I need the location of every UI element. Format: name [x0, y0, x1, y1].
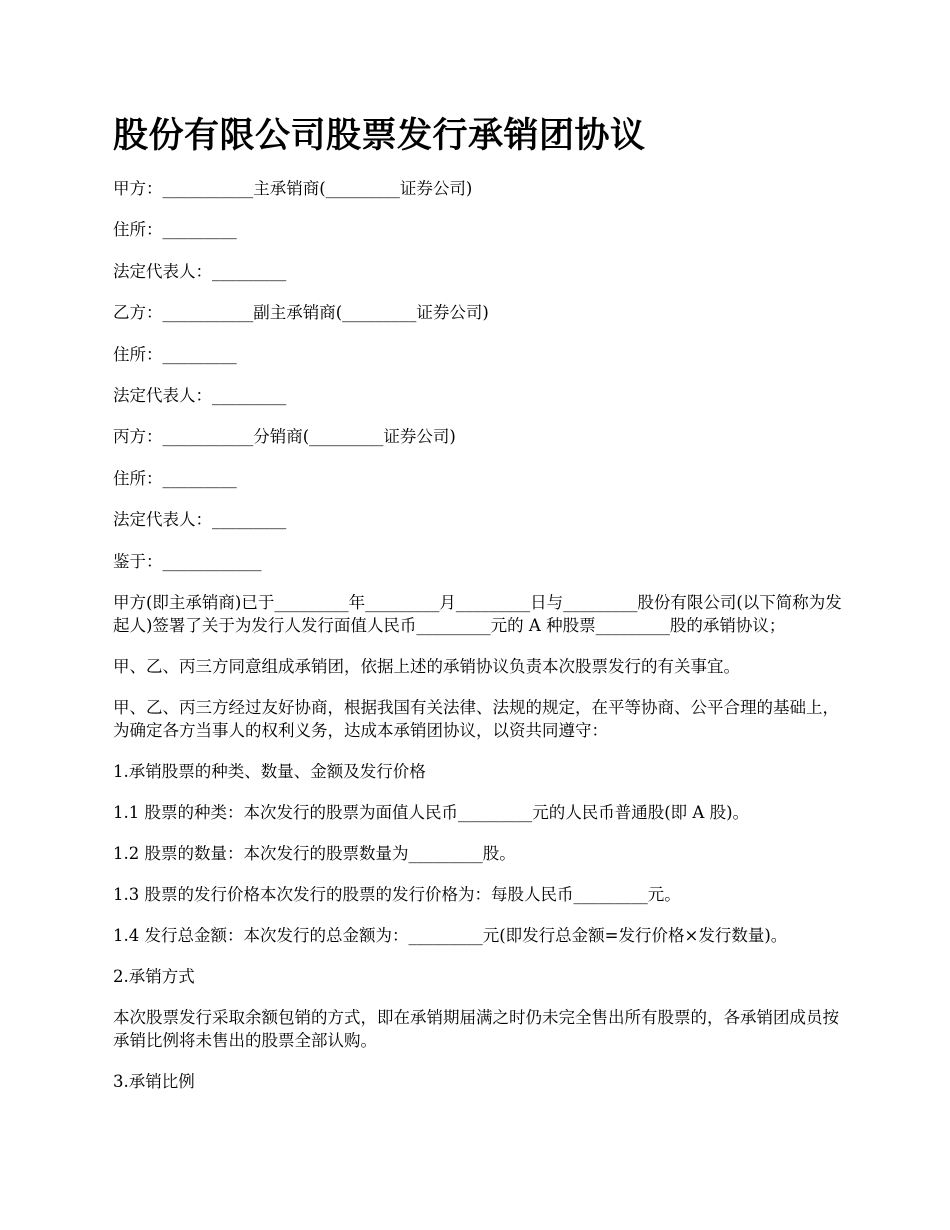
document-page: [113, 112, 848, 1111]
party-c-representative: 法定代表人：_________: [113, 510, 287, 530]
party-b-line: 乙方：___________副主承销商(_________证券公司): [113, 303, 489, 323]
document-title: 股份有限公司股票发行承销团协议: [113, 116, 646, 156]
section-3-heading: 3.承销比例: [113, 1071, 195, 1091]
party-b-representative: 法定代表人：_________: [113, 385, 287, 405]
party-a-address: 住所：_________: [113, 220, 237, 240]
section-1-item-2: 1.2 股票的数量：本次发行的股票数量为_________股。: [113, 843, 516, 863]
section-1-item-1: 1.1 股票的种类：本次发行的股票为面值人民币_________元的人民币普通股(即 A 股)。: [113, 802, 750, 822]
party-b-address: 住所：_________: [113, 344, 237, 364]
section-1-item-3: 1.3 股票的发行价格本次发行的股票的发行价格为：每股人民币_________元。: [113, 884, 681, 904]
section-2-text: 本次股票发行采取余额包销的方式，即在承销期届满之时仍未完全售出所有股票的，各承销团成员按承销比例将未售出的股票全部认购。: [113, 1007, 839, 1050]
section-1-item-4: 1.4 发行总金额：本次发行的总金额为：_________元(即发行总金额=发行价格×发行数量)。: [113, 925, 788, 945]
body-paragraph-2: 甲、乙、丙三方同意组成承销团，依据上述的承销协议负责本次股票发行的有关事宜。: [113, 656, 740, 676]
body-paragraph-1: 甲方(即主承销商)已于_________年_________月_________日与_________股份有限公司(以下简称为发起人)签署了关于为发行人发行面值人民币_________元的 A 种股票_________股的承销协议；: [113, 592, 842, 635]
section-2-heading: 2.承销方式: [113, 966, 195, 986]
party-a-line: 甲方：___________主承销商(_________证券公司): [113, 179, 473, 198]
body-paragraph-3: 甲、乙、丙三方经过友好协商，根据我国有关法律、法规的规定，在平等协商、公平合理的基础上，为确定各方当事人的权利义务，达成本承销团协议，以资共同遵守：: [113, 697, 839, 740]
whereas-line: 鉴于：____________: [113, 551, 262, 571]
party-c-line: 丙方：___________分销商(_________证券公司): [113, 427, 456, 447]
party-c-address: 住所：_________: [113, 468, 237, 488]
section-1-heading: 1.承销股票的种类、数量、金额及发行价格: [113, 761, 426, 781]
party-a-representative: 法定代表人：_________: [113, 261, 287, 281]
